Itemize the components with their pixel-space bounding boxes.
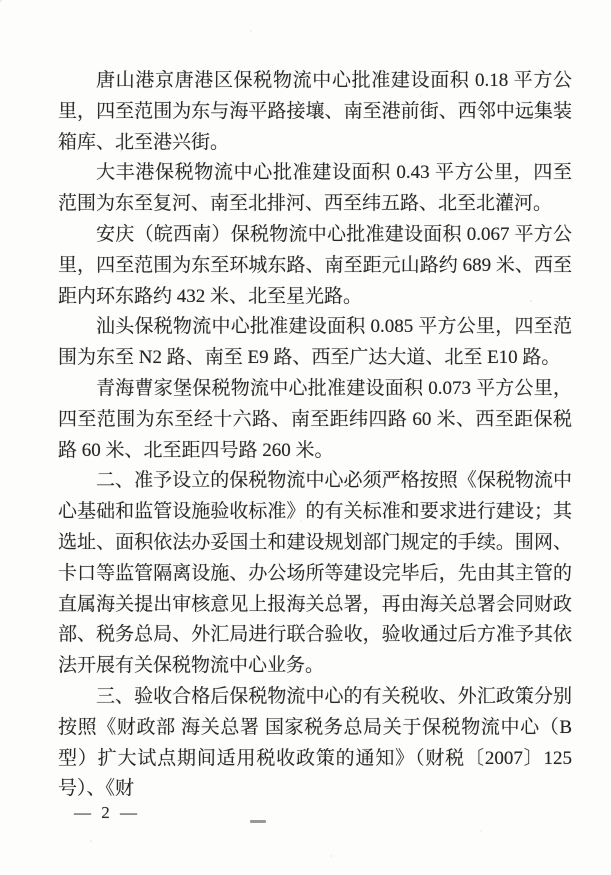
paragraph-shantou: 汕头保税物流中心批准建设面积 0.085 平方公里，四至范围为东至 N2 路、南至 E9 路、西至广达大道、北至 E10 路。 [58,316,572,369]
page-number: — 2 — [74,803,140,822]
paragraph-section-three: 三、验收合格后保税物流中心的有关税收、外汇政策分别按照《财政部 海关总署 国家税务总局关于保税物流中心（B 型）扩大试点期间适用税收政策的通知》（财税〔2007〕125 号）、《财 [58,685,572,800]
scan-noise-speckle [0,0,2,2]
paragraph-qinghai: 青海曹家堡保税物流中心批准建设面积 0.073 平方公里，四至范围为东至经十六路、南至距纬四路 60 米、西至距保税路 60 米、北至距四号路 260 米。 [58,377,572,461]
document-body [58,66,572,805]
paragraph-section-two: 二、准予设立的保税物流中心必须严格按照《保税物流中心基础和监管设施验收标准》的有关标准和要求进行建设；其选址、面积依法办妥国土和建设规划部门规定的手续。围网、卡口等监管隔离设施、办公场所等建设完毕后，先由其主管的直属海关提出审核意见上报海关总署，再由海关总署会同财政部、税务总局、外汇局进行联合验收，验收通过后方准予其依法开展有关保税物流中心业务。 [58,470,572,677]
paragraph-dafeng: 大丰港保税物流中心批准建设面积 0.43 平方公里，四至范围为东至复河、南至北排河、西至纬五路、北至北灌河。 [58,162,572,215]
scan-smudge-artifact [250,820,266,823]
paragraph-tangshan: 唐山港京唐港区保税物流中心批准建设面积 0.18 平方公里，四至范围为东与海平路接壤、南至港前街、西邻中远集装箱库、北至港兴街。 [58,70,572,153]
paragraph-anqing: 安庆（皖西南）保税物流中心批准建设面积 0.067 平方公里，四至范围为东至环城东路、南至距元山路约 689 米、西至距内环东路约 432 米、北至星光路。 [58,223,572,307]
